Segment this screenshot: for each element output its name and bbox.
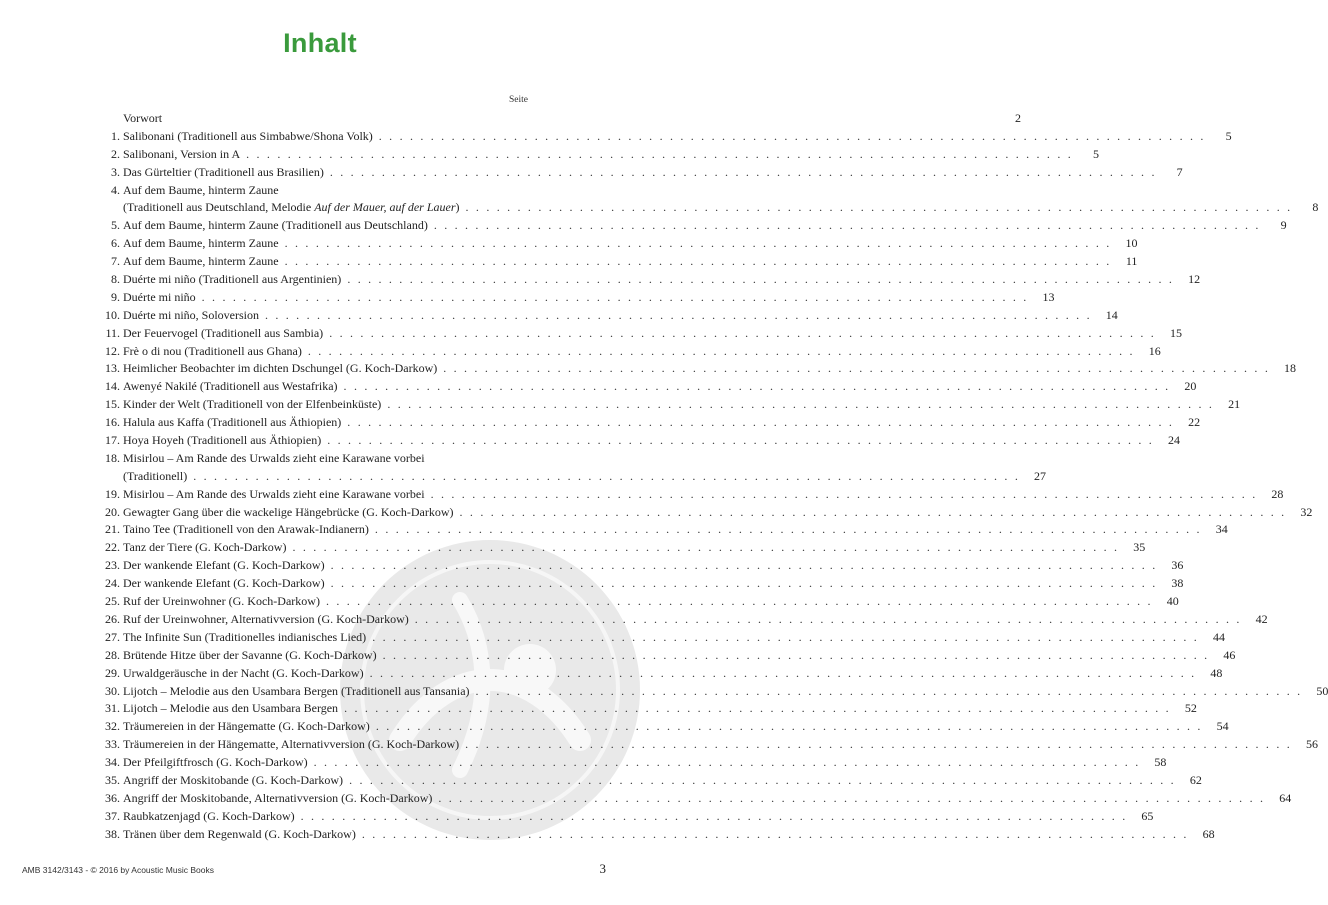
toc-entry xyxy=(100,432,1181,450)
toc-leader-dots: . . . . . . . . . . . . . . . . . . . . . . . . . . . . . . . . . . . . . . . . . . . . . . . . . . . . . . . . . . . . . . . . . . . . . . . . . . . . . . . . xyxy=(475,683,1303,698)
toc-leader-dots: . . . . . . . . . . . . . . . . . . . . . . . . . . . . . . . . . . . . . . . . . . . . . . . . . . . . . . . . . . . . . . . . . . . . . . . . . . . . . . . . xyxy=(343,379,1171,394)
toc-entry-number: 13. xyxy=(105,361,120,376)
toc-entry-page: 11 xyxy=(1125,254,1138,269)
toc-entry-title: Duérte mi niño xyxy=(123,289,196,304)
toc-leader-dots: . . . . . . . . . . . . . . . . . . . . . . . . . . . . . . . . . . . . . . . . . . . . . . . . . . . . . . . . . . . . . . . . . . . . . . . . . . . . . . . . xyxy=(430,486,1258,501)
toc-leader-dots: . . . . . . . . . . . . . . . . . . . . . . . . . . . . . . . . . . . . . . . . . . . . . . . . . . . . . . . . . . . . . . . . . . . . . . . . . . . . . . . . xyxy=(372,629,1199,644)
toc-entry-number: 1. xyxy=(111,128,120,143)
toc-leader-dots: . . . . . . . . . . . . . . . . . . . . . . . . . . . . . . . . . . . . . . . . . . . . . . . . . . . . . . . . . . . . . . . . . . . . . . . . . . . . . . . . xyxy=(465,737,1292,752)
toc-entry-page: 68 xyxy=(1202,826,1215,841)
toc-entry-number: 24. xyxy=(105,576,120,591)
toc-entry xyxy=(100,521,1228,539)
toc-entry-number: 29. xyxy=(105,665,120,680)
toc-entry-number: 28. xyxy=(105,647,120,662)
toc-entry-page: 5 xyxy=(1092,146,1099,161)
footer-page-number: 3 xyxy=(599,861,606,876)
toc-leader-dots: . . . . . . . . . . . . . . . . . . . . . . . . . . . . . . . . . . . . . . . . . . . . . . . . . . . . . . . . . . . . . . . . . . . . . . . . . . . . . . . . xyxy=(387,397,1215,412)
toc-entry xyxy=(100,450,528,468)
toc-entry xyxy=(100,128,1232,146)
toc-leader-dots: . . . . . . . . . . . . . . . . . . . . . . . . . . . . . . . . . . . . . . . . . . . . . . . . . . . . . . . . . . . . . . . . . . . . . . . . . . . . . . . . xyxy=(438,790,1266,805)
toc-entry-page: 18 xyxy=(1284,361,1297,376)
toc-entry-title: Frè o di nou (Traditionell aus Ghana) xyxy=(123,343,302,358)
toc-leader-dots: . . . . . . . . . . . . . . . . . . . . . . . . . . . . . . . . . . . . . . . . . . . . . . . . . . . . . . . . . . . . . . . . . . . . . . . . . . . . . . . . xyxy=(465,200,1293,215)
toc-entry-title: Das Gürteltier (Traditionell aus Brasilien) xyxy=(123,164,324,179)
toc-entry-number: 4. xyxy=(111,182,120,197)
page-title: Inhalt xyxy=(283,28,357,58)
toc-entry-title: Heimlicher Beobachter im dichten Dschungel (G. Koch-Darkow) xyxy=(123,361,438,376)
toc-entry-page: 54 xyxy=(1216,719,1229,734)
toc-leader-dots: . . . . . . . . . . . . . . . . . . . . . . . . . . . . . . . . . . . . . . . . . . . . . . . . . . . . . . . . . . . . . . . . . . . . . . . . . . . . . . . . xyxy=(443,361,1271,376)
toc-entry-page: 35 xyxy=(1133,540,1146,555)
toc-entry-page: 40 xyxy=(1166,594,1179,609)
toc-entry-number: 31. xyxy=(105,701,120,716)
toc-entry xyxy=(100,683,1328,701)
toc-entry-title: Lijotch – Melodie aus den Usambara Bergen (Traditionell aus Tansania) xyxy=(123,683,470,698)
toc-leader-dots: . . . . . . . . . . . . . . . . . . . . . . . . . . . . . . . . . . . . . . . . . . . . . . . . . . . . . . . . . . . . . . . . . . . . . . . . . . . . . . . . xyxy=(246,146,1073,161)
toc-entry-title: Der wankende Elefant (G. Koch-Darkow) xyxy=(123,558,325,573)
toc-entry-page: 28 xyxy=(1271,486,1284,501)
toc-entry-page: 48 xyxy=(1210,665,1223,680)
toc-leader-dots: . . . . . . . . . . . . . . . . . . . . . . . . . . . . . . . . . . . . . . . . . . . . . . . . . . . . . . . . . . . . . . . . . . . . . . . . . . . . . . . . xyxy=(329,325,1156,340)
toc-leader-dots: . . . . . . . . . . . . . . . . . . . . . . . . . . . . . . . . . . . . . . . . . . . . . . . . . . . . . . . . . . . . . . . . . . . . . . . . . . . . . . . . xyxy=(347,272,1175,287)
toc-entry-number: 22. xyxy=(105,540,120,555)
toc-entry-title: Hoya Hoyeh (Traditionell aus Äthiopien) xyxy=(123,433,322,448)
toc-entry-title: Urwaldgeräusche in der Nacht (G. Koch-Darkow) xyxy=(123,665,364,680)
toc-leader-dots: . . . . . . . . . . . . . . . . . . . . . . . . . . . . . . . . . . . . . . . . . . . . . . . . . . . . . . . . . . . . . . . . . . . . . . . . . . . . . . . . xyxy=(329,164,1157,179)
toc-entry-page: 2 xyxy=(1014,111,1021,125)
toc-entry xyxy=(100,557,1184,575)
toc-entry xyxy=(100,575,1184,593)
toc-entry-page: 27 xyxy=(1034,468,1047,483)
toc-entry-page: 13 xyxy=(1042,289,1055,304)
toc-entry xyxy=(100,790,1292,808)
toc-entry xyxy=(100,307,1118,325)
toc-leader-dots: . . . . . . . . . . . . . . . . . . . . . . . . . . . . . . . . . . . . . . . . . . . . . . . . . . . . . . . . . . . . . . . . . . . . . . . . . . . . . . . . xyxy=(284,236,1112,251)
toc-entry xyxy=(100,289,1055,307)
toc-entry xyxy=(100,486,1284,504)
toc-entry-number: 23. xyxy=(105,558,120,573)
toc-entry-title: Taino Tee (Traditionell von den Arawak-Indianern) xyxy=(123,522,369,537)
toc-leader-dots: . . . . . . . . . . . . . . . . . . . . . . . . . . . . . . . . . . . . . . . . . . . . . . . . . . . . . . . . . . . . . . . . . . . . . . . . . . . . . . . . xyxy=(330,558,1158,573)
toc-entry-number: 17. xyxy=(105,433,120,448)
toc-entry xyxy=(100,504,1313,522)
toc-entry-title: Auf dem Baume, hinterm Zaune (Traditionell aus Deutschland) xyxy=(123,218,428,233)
toc-leader-dots: . . . . . . . . . . . . . . . . . . . . . . . . . . . . . . . . . . . . . . . . . . . . . . . . . . . . . . . . . . . . . . . . . . . . . . . . . . . . . . . . xyxy=(193,468,1021,483)
page-column-label: Seite xyxy=(509,95,528,105)
toc-entry-title: Misirlou – Am Rande des Urwalds zieht eine Karawane vorbei xyxy=(123,486,425,501)
toc-entry xyxy=(100,360,1297,378)
toc-leader-dots: . . . . . . . . . . . . . . . . . . . . . . . . . . . . . . . . . . . . . . . . . . . . . . . . . . . . . . . . . . . . . . . . . . . . . . . . . . . . . . . . xyxy=(347,415,1175,430)
toc-entry-number: 21. xyxy=(105,522,120,537)
toc-entry-page: 24 xyxy=(1168,433,1181,448)
toc-entry-number: 38. xyxy=(105,826,120,841)
toc-entry-title: Duérte mi niño, Soloversion xyxy=(123,307,259,322)
toc-entry-title: Vorwort xyxy=(123,111,163,125)
toc-leader-dots: . . . . . . . . . . . . . . . . . . . . . . . . . . . . . . . . . . . . . . . . . . . . . . . . . . . . . . . . . . . . . . . . . . . . . . . . . . . . . . . . xyxy=(361,826,1189,841)
toc-entry xyxy=(100,253,1138,271)
toc-entry xyxy=(100,182,528,200)
toc-entry xyxy=(100,826,1215,844)
toc-entry xyxy=(100,414,1201,432)
toc-entry xyxy=(100,343,1161,361)
toc-entry-page: 46 xyxy=(1223,647,1236,662)
toc-entry-number: 35. xyxy=(105,772,120,787)
toc-leader-dots: . . . . . . . . . . . . . . . . . . . . . . . . . . . . . . . . . . . . . . . . . . . . . . . . . . . . . . . . . . . . . . . . . . . . . . . . . . . . . . . . xyxy=(284,254,1112,269)
toc-leader-dots: . . . . . . . . . . . . . . . . . . . . . . . . . . . . . . . . . . . . . . . . . . . . . . . . . . . . . . . . . . . . . . . . . . . . . . . . . . . . . . . . xyxy=(307,343,1135,358)
toc-entry-page: 62 xyxy=(1189,772,1202,787)
toc-entry-number: 25. xyxy=(105,594,120,609)
toc-entry-number: 10. xyxy=(105,307,120,322)
toc-entry-number: 20. xyxy=(105,504,120,519)
toc-entry xyxy=(100,736,1318,754)
toc-entry xyxy=(100,665,1223,683)
toc-entry xyxy=(100,539,1146,557)
toc-entry-page: 64 xyxy=(1279,790,1292,805)
toc-entry xyxy=(100,629,1225,647)
toc-entry-number: 34. xyxy=(105,755,120,770)
toc-entry xyxy=(100,700,1197,718)
toc-entry-title: Kinder der Welt (Traditionell von der Elfenbeinküste) xyxy=(123,397,382,412)
toc-entry-number: 37. xyxy=(105,808,120,823)
toc-entry-title: Träumereien in der Hängematte, Alternativversion (G. Koch-Darkow) xyxy=(123,737,460,752)
toc-entry xyxy=(100,647,1236,665)
toc-entry xyxy=(100,110,1021,128)
toc-entry-number: 32. xyxy=(105,719,120,734)
toc-leader-dots: . . . . . . . . . . . . . . . . . . . . . . . . . . . . . . . . . . . . . . . . . . . . . . . . . . . . . . . . . . . . . . . . . . . . . . . . . . . . . . . . xyxy=(292,540,1120,555)
toc-leader-dots: . . . . . . . . . . . . . . . . . . . . . . . . . . . . . . . . . . . . . . . . . . . . . . . . . . . . . . . . . . . . . . . . . . . . . . . . . . . . . . . . xyxy=(344,701,1171,716)
toc-entry-title: Ruf der Ureinwohner, Alternativversion (G. Koch-Darkow) xyxy=(123,611,409,626)
toc-leader-dots: . . . . . . . . . . . . . . . . . . . . . . . . . . . . . . . . . . . . . . . . . . . . . . . . . . . . . . . . . . . . . . . . . . . . . . . . . . . . . . . . xyxy=(378,128,1206,143)
toc-entry-page: 16 xyxy=(1148,343,1161,358)
toc-entry-number: 14. xyxy=(105,379,120,394)
toc-entry-title: Brütende Hitze über der Savanne (G. Koch-Darkow) xyxy=(123,647,377,662)
toc-entry-number: 16. xyxy=(105,415,120,430)
toc-entry xyxy=(100,593,1179,611)
toc-entry-title: Angriff der Moskitobande (G. Koch-Darkow) xyxy=(123,772,344,787)
toc-entry-number: 9. xyxy=(111,289,120,304)
toc-entry-title: Ruf der Ureinwohner (G. Koch-Darkow) xyxy=(123,594,320,609)
toc-leader-dots: . . . . . . . . . . . . . . . . . . . . . . . . . . . . . . . . . . . . . . . . . . . . . . . . . . . . . . . . . . . . . . . . . . . . . . . . . . . . . . . . xyxy=(330,576,1158,591)
toc-entry-title: Halula aus Kaffa (Traditionell aus Äthiopien) xyxy=(123,415,342,430)
toc-entry-title: Der wankende Elefant (G. Koch-Darkow) xyxy=(123,576,325,591)
footer-copyright: AMB 3142/3143 - © 2016 by Acoustic Music Books xyxy=(22,865,214,875)
toc-leader-dots: . . . . . . . . . . . . . . . . . . . . . . . . . . . . . . . . . . . . . . . . . . . . . . . . . . . . . . . . . . . . . . . . . . . . . . . . . . . . . . . . xyxy=(459,504,1287,519)
toc-entry-page: 15 xyxy=(1170,325,1182,340)
toc-entry-title: Tränen über dem Regenwald (G. Koch-Darkow) xyxy=(123,826,356,841)
toc-entry-page: 65 xyxy=(1141,808,1154,823)
toc-entry xyxy=(100,217,1287,235)
toc-entry-number: 5. xyxy=(111,218,120,233)
toc-entry-page: 32 xyxy=(1300,504,1313,519)
toc-entry-page: 38 xyxy=(1171,576,1184,591)
toc-entry-title: The Infinite Sun (Traditionelles indianisches Lied) xyxy=(123,629,367,644)
toc-entry-title: Raubkatzenjagd (G. Koch-Darkow) xyxy=(123,808,295,823)
toc-entry xyxy=(100,146,1099,164)
toc-entry-title: Lijotch – Melodie aus den Usambara Bergen xyxy=(123,701,339,716)
toc-entry-page: 50 xyxy=(1316,683,1328,698)
toc-entry-number: 6. xyxy=(111,236,120,251)
toc-leader-dots: . . . . . . . . . . . . . . . . . . . . . . . . . . . . . . . . . . . . . . . . . . . . . . . . . . . . . . . . . . . . . . . . . . . . . . . . . . . . . . . . xyxy=(414,611,1242,626)
toc-entry-page: 14 xyxy=(1105,307,1118,322)
toc-entry-number: 7. xyxy=(111,254,120,269)
toc-entry xyxy=(100,378,1197,396)
toc-entry-title: Tanz der Tiere (G. Koch-Darkow) xyxy=(123,540,287,555)
toc-entry-title: Träumereien in der Hängematte (G. Koch-Darkow) xyxy=(123,719,370,734)
toc-entry-page: 22 xyxy=(1188,415,1201,430)
toc-entry-number: 36. xyxy=(105,790,120,805)
toc-leader-dots: . . . . . . . . . . . . . . . . . . . . . . . . . . . . . . . . . . . . . . . . . . . . . . . . . . . . . . . . . . . . . . . . . . . . . . . . . . . . . . . . xyxy=(375,719,1203,734)
toc-entry-number: 18. xyxy=(105,450,120,465)
toc-entry-number: 2. xyxy=(111,146,120,161)
toc-entry-number: 8. xyxy=(111,272,120,287)
toc-leader-dots: . . . . . . . . . . . . . . . . . . . . . . . . . . . . . . . . . . . . . . . . . . . . . . . . . . . . . . . . . . . . . . . . . . . . . . . . . . . . . . . . xyxy=(433,218,1261,233)
toc-entry xyxy=(100,235,1138,253)
toc-entry-page: 44 xyxy=(1213,629,1225,644)
toc-entry-number: 15. xyxy=(105,397,120,412)
toc-entry-title: Salibonani (Traditionell aus Simbabwe/Shona Volk) xyxy=(123,128,373,143)
toc-entry-page: 52 xyxy=(1184,701,1197,716)
toc-leader-dots: . . . . . . . . . . . . . . . . . . . . . . . . . . . . . . . . . . . . . . . . . . . . . . . . . . . . . . . . . . . . . . . . . . . . . . . . . . . . . . . . xyxy=(374,522,1202,537)
toc-entry xyxy=(100,611,1268,629)
toc-leader-dots: . . . . . . . . . . . . . . . . . . . . . . . . . . . . . . . . . . . . . . . . . . . . . . . . . . . . . . . . . . . . . . . . . . . . . . . . . . . . . . . . xyxy=(201,289,1029,304)
toc-entry-page: 5 xyxy=(1225,128,1232,143)
toc-entry xyxy=(100,325,1182,343)
toc-entry xyxy=(100,772,1202,790)
toc-entry xyxy=(100,271,1201,289)
toc-entry xyxy=(100,468,1047,486)
toc-entry-title: Gewagter Gang über die wackelige Hängebrücke (G. Koch-Darkow) xyxy=(123,504,454,519)
toc-entry-page: 8 xyxy=(1312,200,1319,215)
toc-entry-page: 56 xyxy=(1305,737,1318,752)
toc-leader-dots: . . . . . . . . . . . . . . . . . . . . . . . . . . . . . . . . . . . . . . . . . . . . . . . . . . . . . . . . . . . . . . . . . . . . . . . . . . . . . . . . xyxy=(382,647,1210,662)
toc-entry-page: 36 xyxy=(1171,558,1184,573)
toc-entry-page: 12 xyxy=(1188,272,1201,287)
toc-entry-title: Duérte mi niño (Traditionell aus Argentinien) xyxy=(123,272,342,287)
toc-entry-number: 33. xyxy=(105,737,120,752)
toc-entry-number: 12. xyxy=(105,343,120,358)
toc-entry xyxy=(100,396,1241,414)
toc-entry-page: 34 xyxy=(1215,522,1228,537)
table-of-contents xyxy=(100,110,1328,844)
toc-entry-title: Angriff der Moskitobande, Alternativversion (G. Koch-Darkow) xyxy=(123,790,433,805)
toc-entry-title: (Traditionell) xyxy=(123,468,188,483)
toc-entry-page: 21 xyxy=(1228,397,1241,412)
toc-leader-dots: . . . . . . . . . . . . . . . . . . . . . . . . . . . . . . . . . . . . . . . . . . . . . . . . . . . . . . . . . . . . . . . . . . . . . . . . . . . . . . . . xyxy=(325,594,1153,609)
toc-entry-page: 20 xyxy=(1184,379,1197,394)
toc-entry-number: 19. xyxy=(105,486,120,501)
toc-leader-dots: . . . . . . . . . . . . . . . . . . . . . . . . . . . . . . . . . . . . . . . . . . . . . . . . . . . . . . . . . . . . . . . . . . . . . . . . . . . . . . . . xyxy=(264,307,1092,322)
toc-entry xyxy=(100,718,1229,736)
toc-entry-number: 30. xyxy=(105,683,120,698)
toc-entry-page: 7 xyxy=(1176,164,1183,179)
toc-leader-dots: . . . . . . . . . . . . . . . . . . . . . . . . . . . . . . . . . . . . . . . . . . . . . . . . . . . . . . . . . . . . . . . . . . . . . . . . . . . . . . . . xyxy=(300,808,1128,823)
toc-entry xyxy=(100,164,1183,182)
toc-entry-number: 26. xyxy=(105,611,120,626)
toc-entry-title: Auf dem Baume, hinterm Zaune xyxy=(123,254,279,269)
toc-entry-title: Der Feuervogel (Traditionell aus Sambia) xyxy=(123,325,324,340)
toc-leader-dots: . . . . . . . . . . . . . . . . . . . . . . . . . . . . . . . . . . . . . . . . . . . . . . . . . . . . . . . . . . . . . . . . . . . . . . . . . . . . . . . . xyxy=(313,755,1141,770)
toc-entry-page: 9 xyxy=(1280,218,1287,233)
toc-entry-number: 27. xyxy=(105,629,120,644)
toc-entry-number: 3. xyxy=(111,164,120,179)
toc-entry-title: Awenyé Nakilé (Traditionell aus Westafrika) xyxy=(123,379,338,394)
toc-entry-title: Auf dem Baume, hinterm Zaune xyxy=(123,236,279,251)
toc-entry-title: (Traditionell aus Deutschland, Melodie Auf der Mauer, auf der Lauer) xyxy=(123,200,460,215)
toc-entry-title: Der Pfeilgiftfrosch (G. Koch-Darkow) xyxy=(123,755,308,770)
toc-entry xyxy=(100,199,1319,217)
toc-entry-title: Auf dem Baume, hinterm Zaune xyxy=(123,182,279,197)
toc-entry-title: Misirlou – Am Rande des Urwalds zieht eine Karawane vorbei xyxy=(123,450,425,465)
toc-leader-dots: . . . . . . . . . . . . . . . . . . . . . . . . . . . . . . . . . . . . . . . . . . . . . . . . . . . . . . . . . . . . . . . . . . . . . . . . . . . . . . . . xyxy=(349,772,1176,787)
toc-entry xyxy=(100,808,1154,826)
toc-leader-dots: . . . . . . . . . . . . . . . . . . . . . . . . . . . . . . . . . . . . . . . . . . . . . . . . . . . . . . . . . . . . . . . . . . . . . . . . . . . . . . . . xyxy=(327,433,1155,448)
toc-entry-page: 42 xyxy=(1255,611,1268,626)
toc-entry-number: 11. xyxy=(105,325,120,340)
toc-leader-dots: . . . . . . . . . . . . . . . . . . . . . . . . . . . . . . . . . . . . . . . . . . . . . . . . . . . . . . . . . . . . . . . . . . . . . . . . . . . . . . . . xyxy=(369,665,1197,680)
toc-entry-page: 10 xyxy=(1125,236,1138,251)
toc-entry xyxy=(100,754,1167,772)
toc-entry-title: Salibonani, Version in A xyxy=(123,146,241,161)
toc-entry-page: 58 xyxy=(1154,755,1167,770)
